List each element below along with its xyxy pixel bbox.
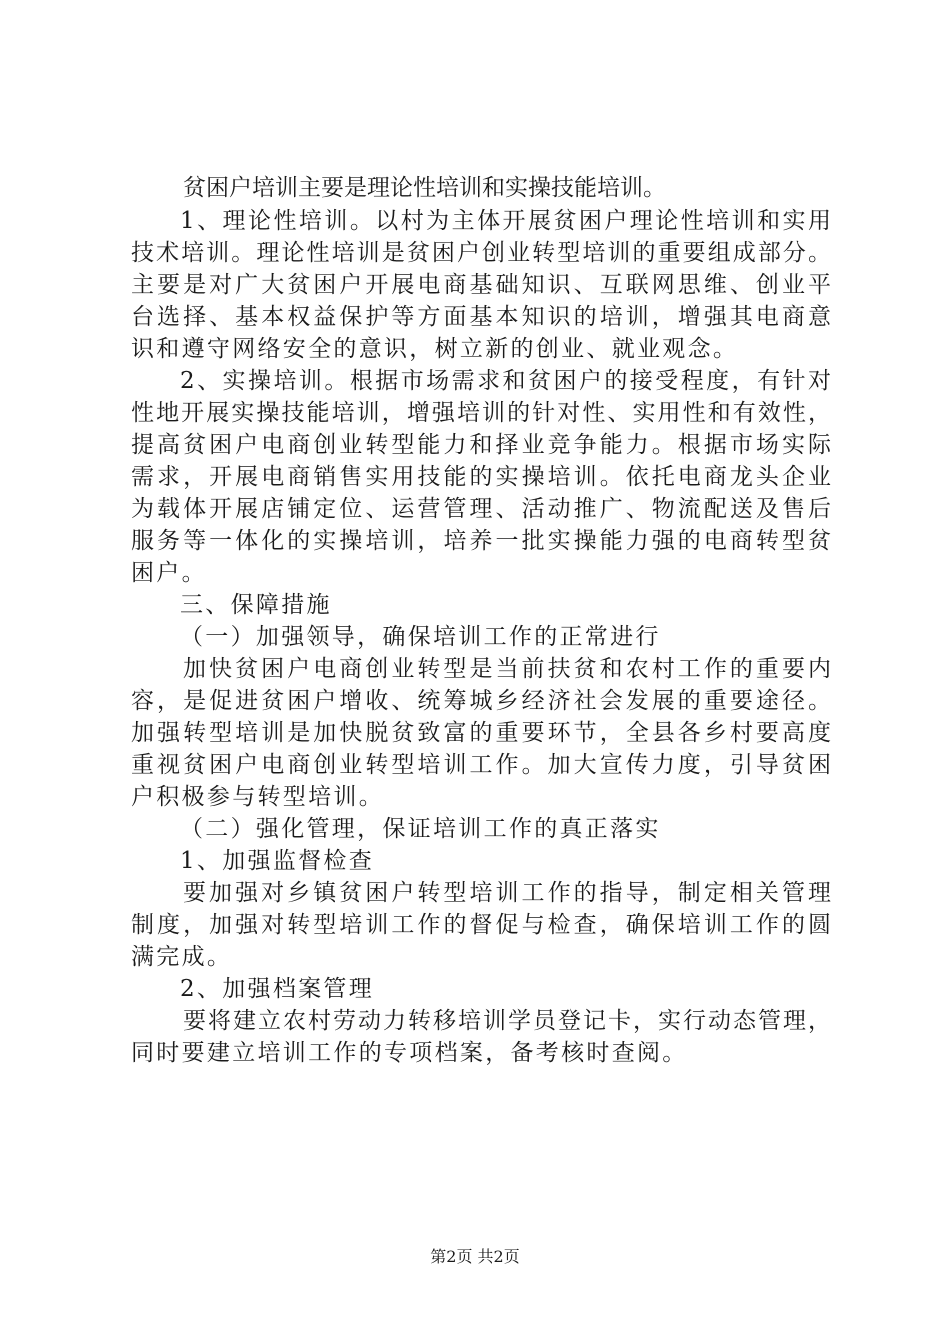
paragraph-line: 主要是对广大贫困户开展电商基础知识、互联网思维、创业平 — [131, 272, 831, 298]
subsection-heading: （二）强化管理，保证培训工作的真正落实 — [180, 816, 661, 842]
paragraph-line: 户积极参与转型培训。 — [131, 784, 384, 810]
item-heading: 1、加强监督检查 — [180, 848, 375, 874]
item-heading: 2、加强档案管理 — [180, 976, 375, 1002]
paragraph-line: 需求，开展电商销售实用技能的实操培训。依托电商龙头企业 — [131, 464, 831, 490]
paragraph-line: 困户。 — [131, 560, 207, 586]
page-footer: 第2页 共2页 — [430, 1247, 520, 1266]
paragraph-line: 服务等一体化的实操培训，培养一批实操能力强的电商转型贫 — [131, 528, 831, 554]
paragraph-line: 为载体开展店铺定位、运营管理、活动推广、物流配送及售后 — [131, 496, 831, 522]
paragraph-line: 加强转型培训是加快脱贫致富的重要环节，全县各乡村要高度 — [131, 720, 831, 746]
paragraph-line: 性地开展实操技能培训，增强培训的针对性、实用性和有效性， — [131, 400, 831, 426]
paragraph-line: 识和遵守网络安全的意识，树立新的创业、就业观念。 — [131, 336, 739, 362]
paragraph-line: 要将建立农村劳动力转移培训学员登记卡，实行动态管理， — [183, 1008, 831, 1034]
section-heading: 三、保障措施 — [180, 592, 332, 618]
paragraph-line: 台选择、基本权益保护等方面基本知识的培训，增强其电商意 — [131, 304, 831, 330]
paragraph-line: 满完成。 — [131, 944, 233, 970]
paragraph-line: 重视贫困户电商创业转型培训工作。加大宣传力度，引导贫困 — [131, 752, 831, 778]
paragraph-line: 技术培训。理论性培训是贫困户创业转型培训的重要组成部分。 — [131, 240, 831, 266]
paragraph-line: 加快贫困户电商创业转型是当前扶贫和农村工作的重要内 — [183, 656, 831, 682]
paragraph-line: 贫困户培训主要是理论性培训和实操技能培训。 — [183, 175, 666, 201]
paragraph-line: 制度，加强对转型培训工作的督促与检查，确保培训工作的圆 — [131, 912, 831, 938]
paragraph-line: 容，是促进贫困户增收、统筹城乡经济社会发展的重要途径。 — [131, 688, 831, 714]
paragraph-line: 2、实操培训。根据市场需求和贫困户的接受程度，有针对 — [180, 368, 831, 394]
subsection-heading: （一）加强领导，确保培训工作的正常进行 — [180, 624, 661, 650]
paragraph-line: 要加强对乡镇贫困户转型培训工作的指导，制定相关管理 — [183, 880, 831, 906]
paragraph-line: 提高贫困户电商创业转型能力和择业竞争能力。根据市场实际 — [131, 432, 831, 458]
paragraph-line: 同时要建立培训工作的专项档案，备考核时查阅。 — [131, 1040, 688, 1066]
paragraph-line: 1、理论性培训。以村为主体开展贫困户理论性培训和实用 — [180, 208, 831, 234]
